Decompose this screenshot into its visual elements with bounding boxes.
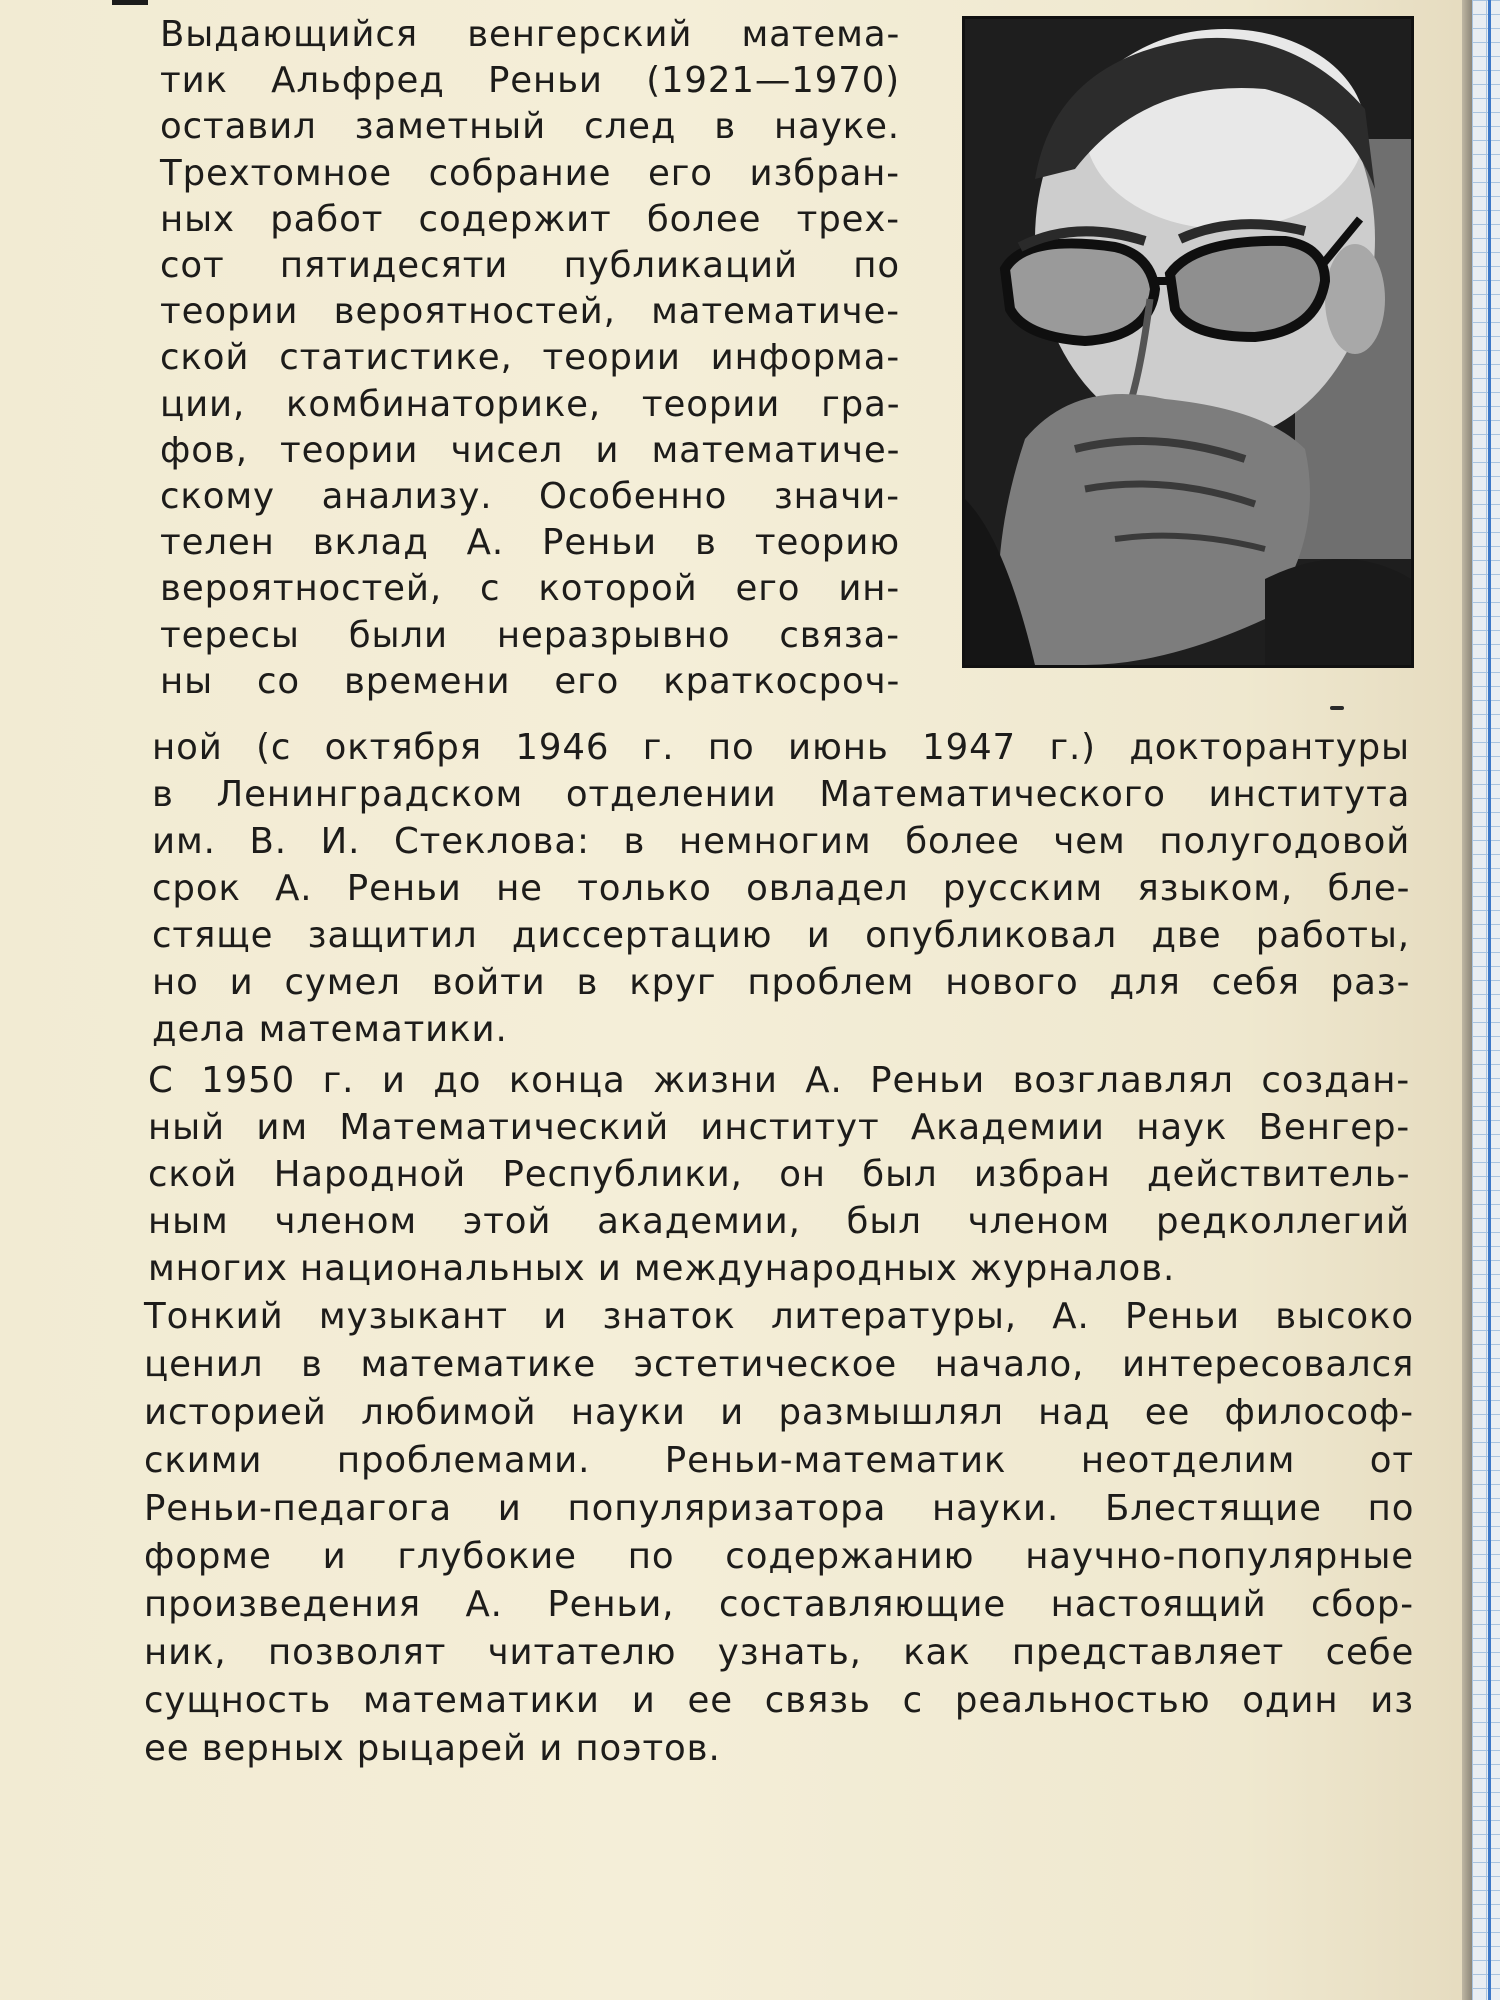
- paragraph-1-narrow: [160, 12, 900, 705]
- text-line: историей любимой науки и размышлял над ее философ-: [144, 1392, 1414, 1433]
- graph-paper-line: [1488, 0, 1491, 2000]
- text-line: форме и глубокие по содержанию научно-популярные: [144, 1536, 1414, 1577]
- text-line: им. В. И. Стеклова: в немногим более чем полугодовой: [152, 821, 1411, 862]
- text-line: ны со времени его краткосроч-: [160, 660, 901, 702]
- text-line: ской статистике, теории информа-: [160, 337, 901, 379]
- text-line: Трехтомное собрание его избран-: [160, 152, 900, 194]
- top-ink-mark: [112, 0, 148, 5]
- paragraph-3: [144, 1293, 1414, 1773]
- text-line: ции, комбинаторике, теории гра-: [160, 383, 901, 425]
- text-line: сот пятидесяти публикаций по: [160, 245, 900, 287]
- author-portrait: [962, 16, 1414, 668]
- text-line: ской Народной Республики, он был избран действитель-: [148, 1154, 1411, 1195]
- text-line: оставил заметный след в науке.: [160, 106, 900, 148]
- text-line: С 1950 г. и до конца жизни А. Реньи возглавлял создан-: [148, 1060, 1411, 1101]
- text-line: дела математики.: [152, 1009, 508, 1050]
- paragraph-1-full: [152, 724, 1410, 1053]
- text-line: но и сумел войти в круг проблем нового для себя раз-: [152, 962, 1411, 1003]
- paragraph-2: [148, 1057, 1410, 1292]
- text-line: фов, теории чисел и математиче-: [160, 429, 901, 471]
- text-line: произведения А. Реньи, составляющие настоящий сбор-: [144, 1584, 1414, 1625]
- text-line: ной (с октября 1946 г. по июнь 1947 г.) докторантуры: [152, 727, 1410, 768]
- text-line: ценил в математике эстетическое начало, интересовался: [144, 1344, 1415, 1385]
- text-line: сущность математики и ее связь с реальностью один из: [144, 1680, 1414, 1721]
- text-line: срок А. Реньи не только овладел русским языком, бле-: [152, 868, 1411, 909]
- text-line: скому анализу. Особенно значи-: [160, 476, 900, 518]
- text-line: ный им Математический институт Академии наук Венгер-: [148, 1107, 1411, 1148]
- text-line: Выдающийся венгерский матема-: [160, 14, 901, 55]
- text-line: в Ленинградском отделении Математического института: [152, 774, 1411, 815]
- text-line: ее верных рыцарей и поэтов.: [144, 1728, 721, 1769]
- text-line: многих национальных и международных журналов.: [148, 1248, 1176, 1289]
- text-line: телен вклад А. Реньи в теорию: [160, 522, 900, 564]
- text-line: скими проблемами. Реньи-математик неотделим от: [144, 1440, 1414, 1481]
- text-line: ным членом этой академии, был членом редколлегий: [148, 1201, 1410, 1242]
- stray-mark: [1330, 706, 1344, 710]
- graph-paper-background: [1472, 0, 1500, 2000]
- text-line: ных работ содержит более трех-: [160, 198, 900, 240]
- page-edge: [1462, 0, 1472, 2000]
- text-line: ник, позволят читателю узнать, как представляет себе: [144, 1632, 1415, 1673]
- portrait-illustration: [965, 19, 1411, 665]
- text-line: тересы были неразрывно связа-: [160, 614, 900, 656]
- text-line: Тонкий музыкант и знаток литературы, А. Реньи высоко: [144, 1296, 1415, 1337]
- text-line: тик Альфред Реньи (1921—1970): [160, 60, 900, 102]
- text-line: Реньи-педагога и популяризатора науки. Блестящие по: [144, 1488, 1415, 1529]
- text-line: вероятностей, с которой его ин-: [160, 568, 901, 610]
- text-line: стяще защитил диссертацию и опубликовал две работы,: [152, 915, 1410, 956]
- text-line: теории вероятностей, математиче-: [160, 291, 900, 333]
